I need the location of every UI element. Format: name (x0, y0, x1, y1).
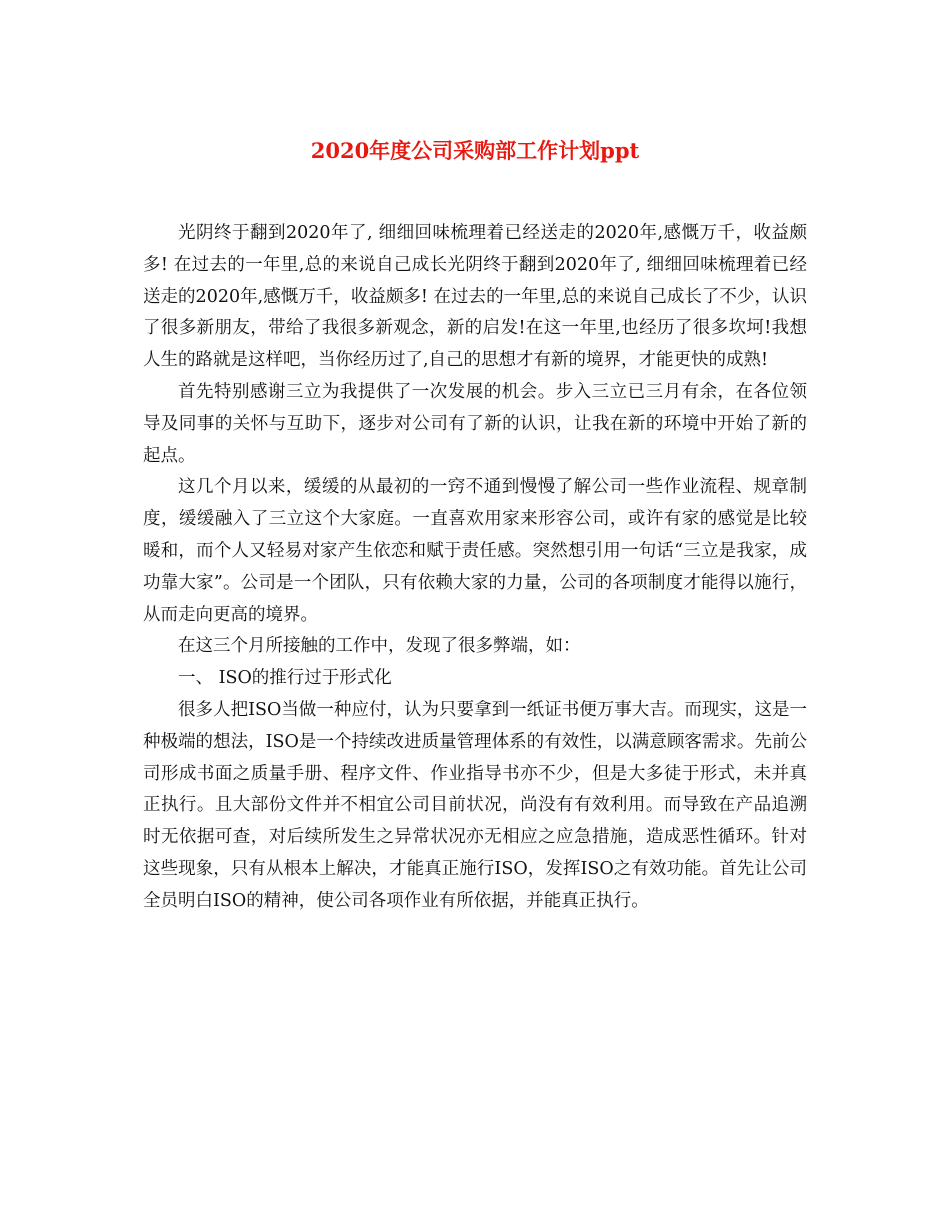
paragraph-intro: 光阴终于翻到2020年了, 细细回味梳理着已经送走的2020年,感慨万千，收益颇多! 在过去的一年里,总的来说自己成长光阴终于翻到2020年了, 细细回味梳理着已经送走的2020年,感慨万千，收益颇多! 在过去的一年里,总的来说自己成长了不少，认识了很多新朋友，带给了我很多新观念，新的启发!在这一年里,也经历了很多坎坷!我想人生的路就是这样吧，当你经历过了,自己的思想才有新的境界，才能更快的成熟! (143, 223, 807, 371)
paragraph-iso: 很多人把ISO当做一种应付，认为只要拿到一纸证书便万事大吉。而现实，这是一种极端的想法，ISO是一个持续改进质量管理体系的有效性，以满意顾客需求。先前公司形成书面之质量手册、程序文件、作业指导书亦不少，但是大多徒于形式，未并真正执行。且大部份文件并不相宜公司目前状况，尚没有有效利用。而导致在产品追溯时无依据可查，对后续所发生之异常状况亦无相应之应急措施，造成恶性循环。针对这些现象，只有从根本上解决，才能真正施行ISO，发挥ISO之有效功能。首先让公司全员明白ISO的精神，使公司各项作业有所依据，并能真正执行。 (143, 699, 807, 911)
paragraph-months: 这几个月以来，缓缓的从最初的一窍不通到慢慢了解公司一些作业流程、规章制度，缓缓融入了三立这个大家庭。一直喜欢用家来形容公司，或许有家的感觉是比较暖和，而个人又轻易对家产生依恋和赋于责任感。突然想引用一句话“三立是我家，成功靠大家”。公司是一个团队，只有依赖大家的力量，公司的各项制度才能得以施行，从而走向更高的境界。 (143, 477, 807, 625)
paragraph-thanks: 首先特别感谢三立为我提供了一次发展的机会。步入三立已三月有余，在各位领导及同事的关怀与互助下，逐步对公司有了新的认识，让我在新的环境中开始了新的起点。 (143, 381, 807, 466)
document-title: 2020年度公司采购部工作计划ppt (310, 138, 640, 163)
section-heading-iso: 一、 ISO的推行过于形式化 (178, 668, 392, 689)
paragraph-issues-intro: 在这三个月所接触的工作中，发现了很多弊端，如： (178, 636, 581, 657)
document-body (143, 218, 807, 918)
